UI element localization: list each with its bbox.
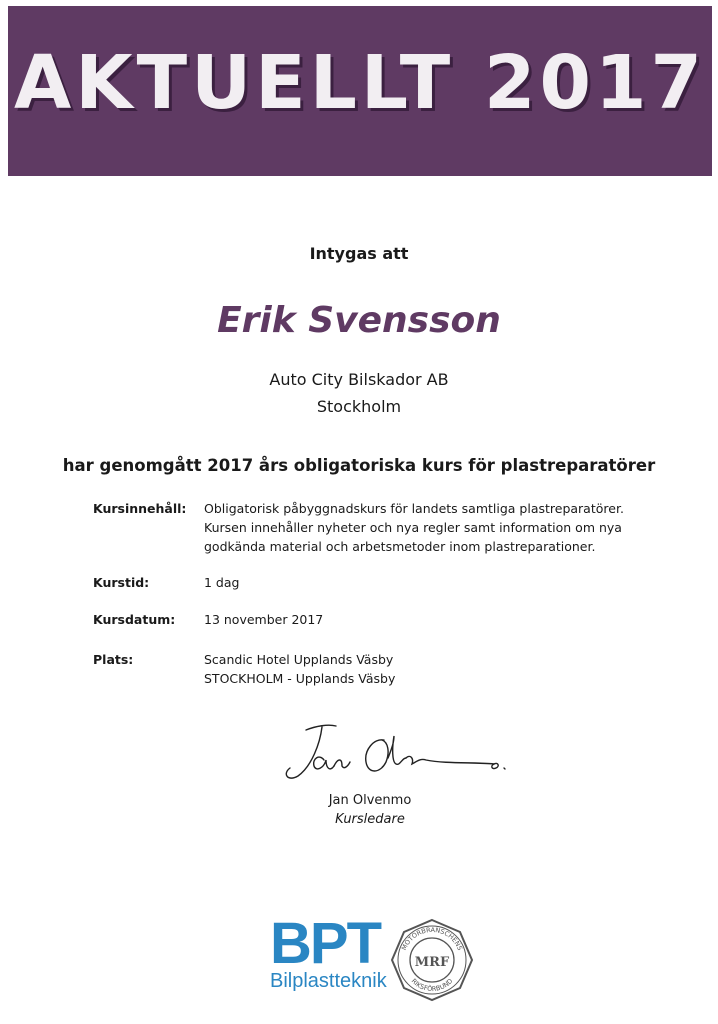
signer-name: Jan Olvenmo (328, 793, 412, 808)
course-content-line: godkända material och arbetsmetoder inom plastreparationer. (204, 539, 596, 554)
seal-text-top: MOTORBRANSCHENS (399, 925, 465, 952)
mrf-seal-icon (390, 918, 474, 1002)
course-place-line: Scandic Hotel Upplands Väsby (204, 652, 394, 667)
seal-text-bottom: RIKSFÖRBUND (409, 977, 455, 994)
handwritten-signature (276, 718, 516, 788)
course-statement: har genomgått 2017 års obligatoriska kurs för plastreparatörer (62, 456, 656, 475)
course-content-text (204, 499, 704, 556)
header-banner (8, 6, 712, 176)
signer-role: Kursledare (335, 812, 405, 827)
recipient-company: Auto City Bilskador AB (269, 370, 449, 389)
course-place-label: Plats: (93, 652, 134, 667)
course-date-label: Kursdatum: (93, 612, 176, 627)
bpt-logo-mark: BPT (270, 911, 380, 976)
course-content-line: Obligatorisk påbyggnadskurs för landets samtliga plastreparatörer. (204, 501, 624, 516)
course-content-line: Kursen innehåller nyheter och nya regler samt information om nya (204, 520, 622, 535)
course-duration-label: Kurstid: (93, 575, 150, 590)
certify-intro: Intygas att (309, 244, 409, 263)
recipient-city: Stockholm (316, 397, 402, 416)
recipient-company-block (0, 366, 718, 420)
bpt-logo-subtitle: Bilplastteknik (270, 970, 387, 992)
bpt-logo (270, 911, 387, 992)
course-place-line: STOCKHOLM - Upplands Väsby (204, 671, 396, 686)
signer-block (0, 791, 718, 829)
recipient-name: Erik Svensson (217, 300, 501, 341)
course-duration-value: 1 dag (204, 575, 240, 590)
course-place-value (204, 650, 704, 688)
seal-letters: MRF (414, 955, 450, 970)
course-date-value: 13 november 2017 (204, 612, 324, 627)
course-content-label: Kursinnehåll: (93, 501, 187, 516)
banner-title: AKTUELLT 2017 (14, 40, 706, 126)
